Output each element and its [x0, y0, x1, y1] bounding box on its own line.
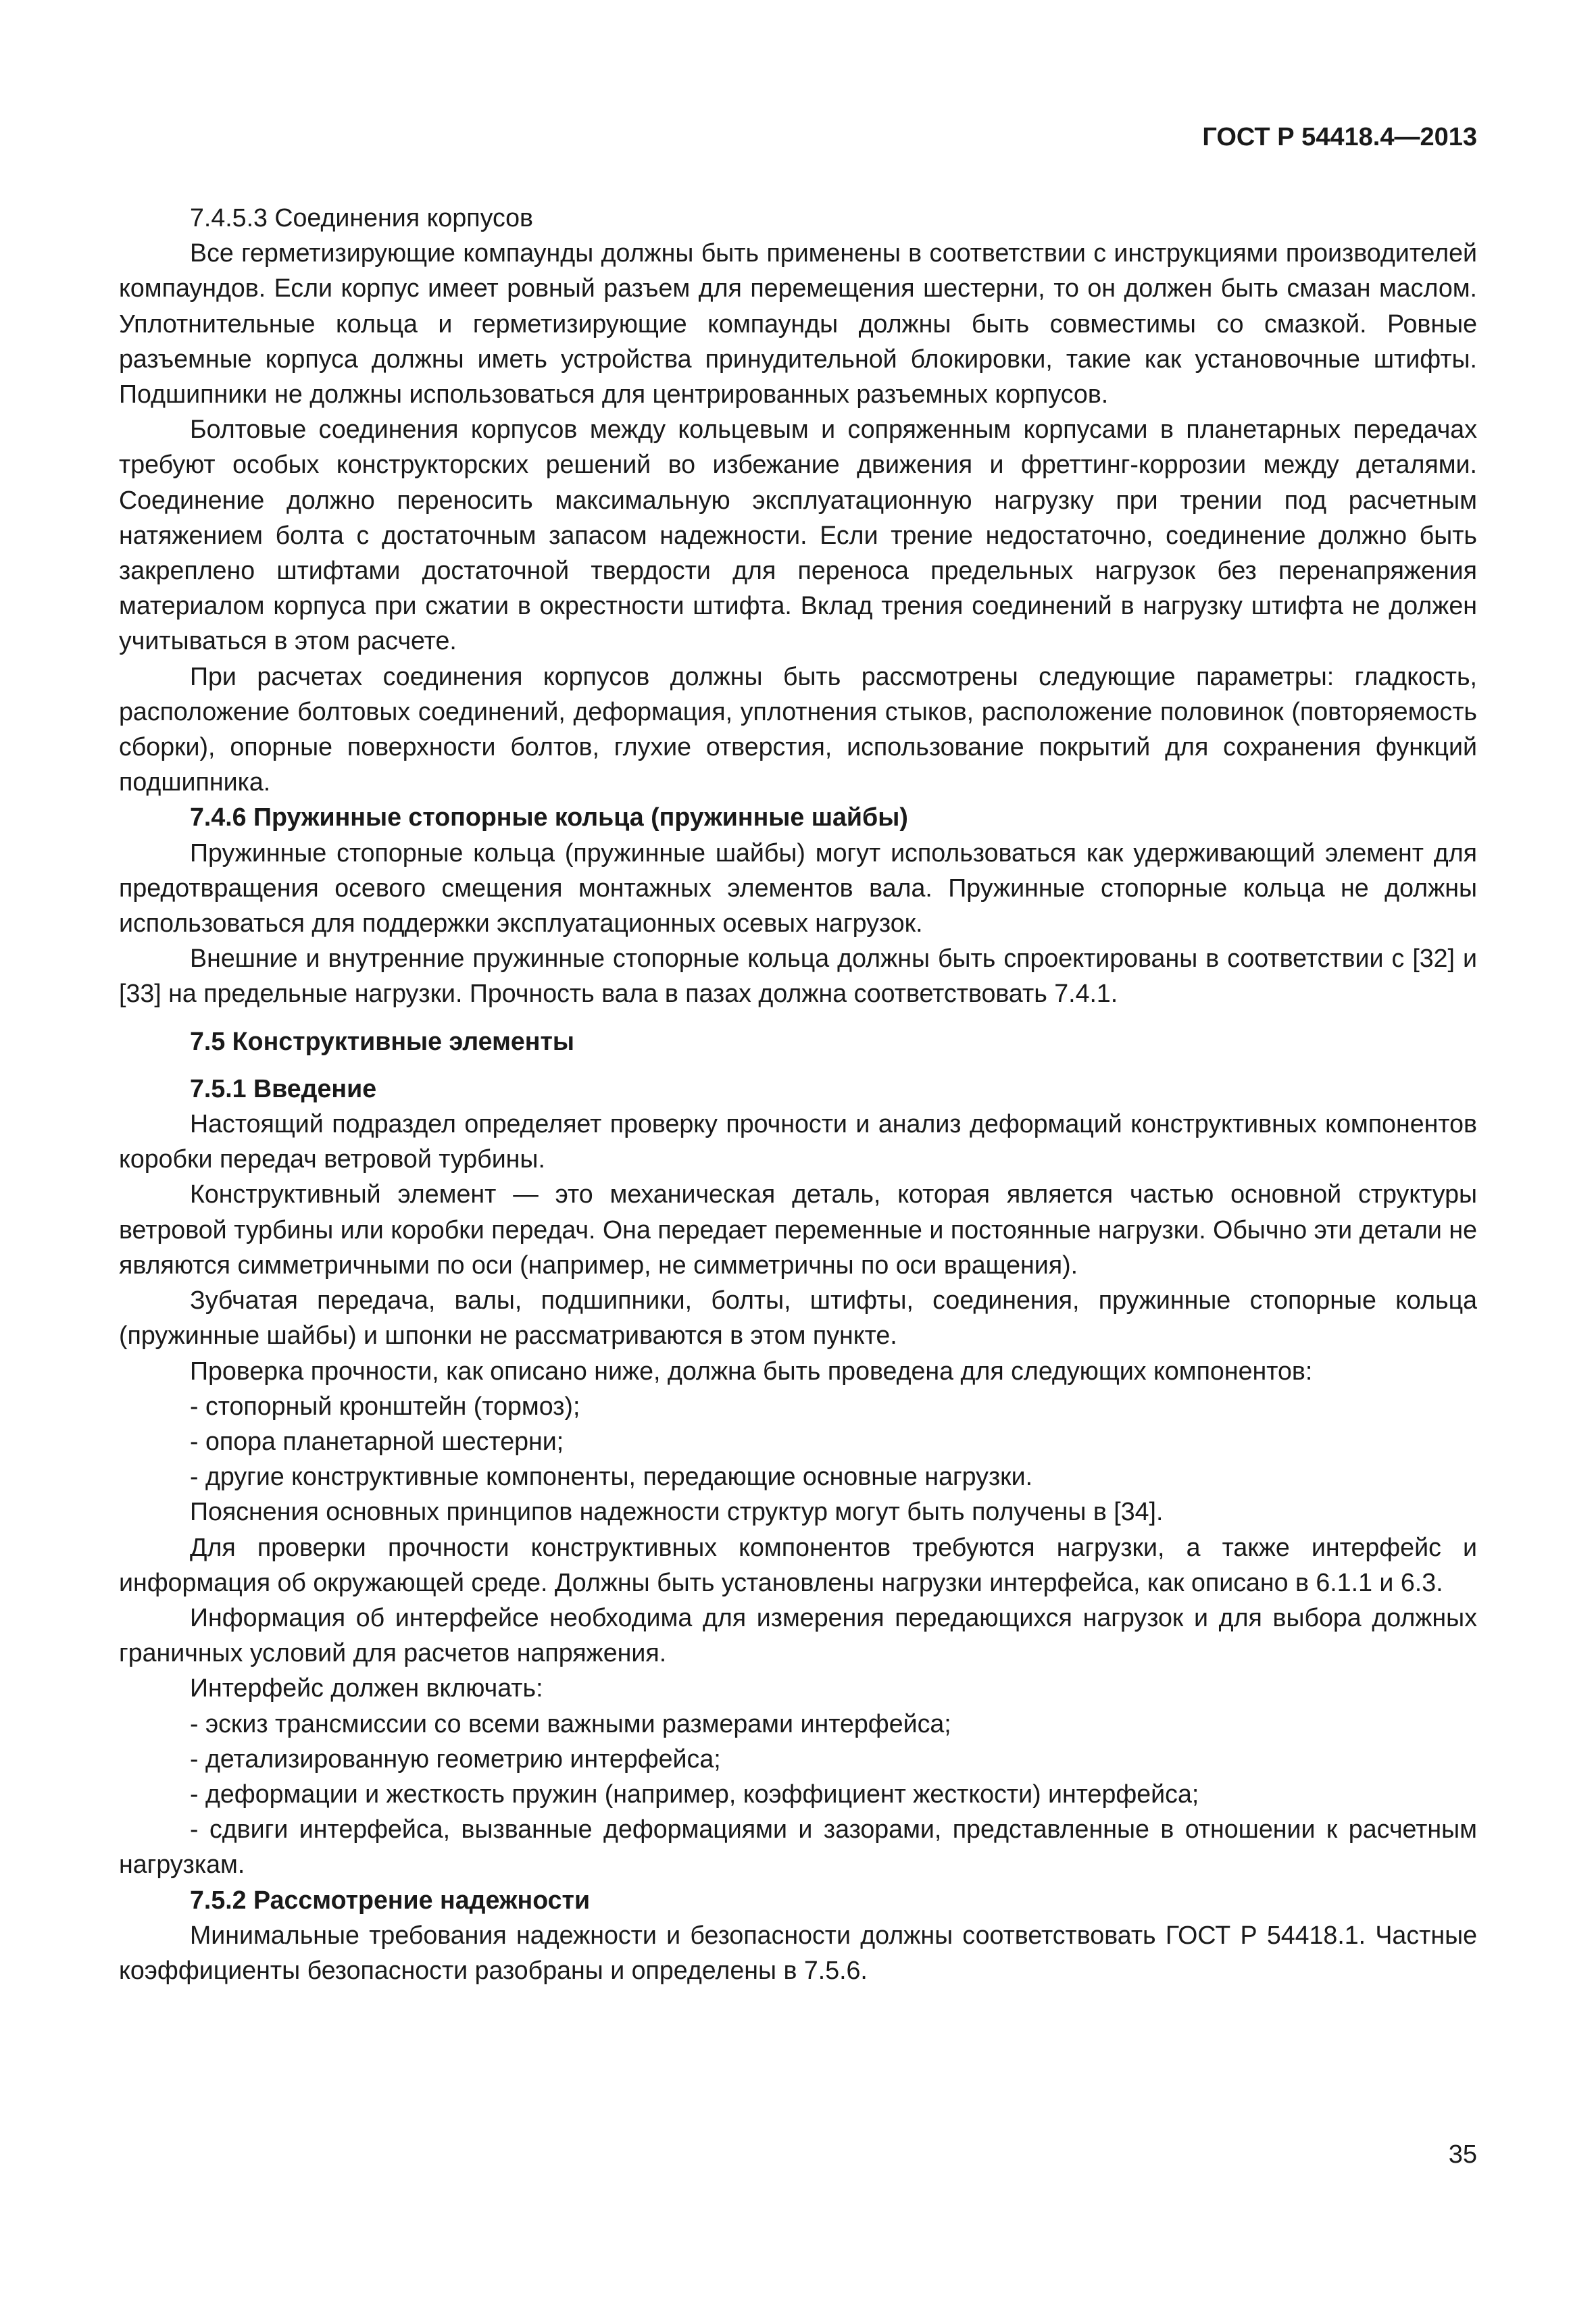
paragraph: Внешние и внутренние пружинные стопорные кольца должны быть спроектированы в соответствии с [32] и [33] на предельные нагрузки. Прочность вала в пазах должна соответствовать 7.4.1.: [119, 944, 1477, 1008]
paragraph: Настоящий подраздел определяет проверку прочности и анализ деформаций конструктивных компонентов коробки передач ветровой турбины.: [119, 1109, 1477, 1174]
paragraph: Проверка прочности, как описано ниже, должна быть проведена для следующих компонентов:: [190, 1356, 1313, 1385]
paragraph: Для проверки прочности конструктивных компонентов требуются нагрузки, а также интерфейс и информация об окружающей среде. Должны быть установлены нагрузки интерфейса, как описано в 6.1.1 и 6.3.: [119, 1532, 1477, 1596]
list-item: - эскиз трансмиссии со всеми важными размерами интерфейса;: [190, 1709, 951, 1738]
section-heading-746: 7.4.6 Пружинные стопорные кольца (пружинные шайбы): [190, 803, 908, 832]
document-code-header: ГОСТ Р 54418.4—2013: [1202, 123, 1477, 151]
list-item: - другие конструктивные компоненты, передающие основные нагрузки.: [190, 1462, 1033, 1491]
paragraph: Пояснения основных принципов надежности структур могут быть получены в [34].: [190, 1497, 1164, 1526]
list-item: - деформации и жесткость пружин (например, коэффициент жесткости) интерфейса;: [190, 1779, 1199, 1808]
list-item: - опора планетарной шестерни;: [190, 1426, 564, 1455]
document-body: [119, 200, 1477, 1988]
paragraph: Все герметизирующие компаунды должны быть применены в соответствии с инструкциями производителей компаундов. Если корпус имеет ровный разъем для перемещения шестерни, то он должен быть смазан маслом. Уплотнительные кольца и герметизирующие компаунды должны быть совместимы со смазкой. Ровные разъемные корпуса должны иметь устройства принудительной блокировки, такие как установочные штифты. Подшипники не должны использоваться для центрированных разъемных корпусов.: [119, 238, 1477, 409]
page-number: 35: [1448, 2140, 1477, 2169]
section-heading-751: 7.5.1 Введение: [190, 1074, 377, 1103]
subsection-title-7453: 7.4.5.3 Соединения корпусов: [190, 203, 534, 232]
list-item: - стопорный кронштейн (тормоз);: [190, 1391, 580, 1420]
list-item: - сдвиги интерфейса, вызванные деформациями и зазорами, представленные в отношении к расчетным нагрузкам.: [119, 1815, 1477, 1879]
paragraph: Пружинные стопорные кольца (пружинные шайбы) могут использоваться как удерживающий элемент для предотвращения осевого смещения монтажных элементов вала. Пружинные стопорные кольца не должны использоваться для поддержки эксплуатационных осевых нагрузок.: [119, 838, 1477, 938]
paragraph: При расчетах соединения корпусов должны быть рассмотрены следующие параметры: гладкость, расположение болтовых соединений, деформация, уплотнения стыков, расположение половинок (повторяемость сборки), опорные поверхности болтов, глухие отверстия, использование покрытий для сохранения функций подшипника.: [119, 661, 1477, 797]
section-heading-752: 7.5.2 Рассмотрение надежности: [190, 1885, 591, 1914]
paragraph: Минимальные требования надежности и безопасности должны соответствовать ГОСТ Р 54418.1. Частные коэффициенты безопасности разобраны и определены в 7.5.6.: [119, 1920, 1477, 1984]
paragraph: Зубчатая передача, валы, подшипники, болты, штифты, соединения, пружинные стопорные кольца (пружинные шайбы) и шпонки не рассматриваются в этом пункте.: [119, 1286, 1477, 1350]
list-item: - детализированную геометрию интерфейса;: [190, 1744, 721, 1773]
paragraph: Интерфейс должен включать:: [190, 1674, 543, 1703]
section-heading-75: 7.5 Конструктивные элементы: [190, 1026, 574, 1055]
paragraph: Информация об интерфейсе необходима для измерения передающихся нагрузок и для выбора должных граничных условий для расчетов напряжения.: [119, 1603, 1477, 1667]
paragraph: Болтовые соединения корпусов между кольцевым и сопряженным корпусами в планетарных передачах требуют особых конструкторских решений во избежание движения и фреттинг-коррозии между деталями. Соединение должно переносить максимальную эксплуатационную нагрузку при трении под расчетным натяжением болта с достаточным запасом надежности. Если трение недостаточно, соединение должно быть закреплено штифтами достаточной твердости для переноса предельных нагрузок без перенапряжения материалом корпуса при сжатии в окрестности штифта. Вклад трения соединений в нагрузку штифта не должен учитываться в этом расчете.: [119, 415, 1477, 655]
paragraph: Конструктивный элемент — это механическая деталь, которая является частью основной структуры ветровой турбины или коробки передач. Она передает переменные и постоянные нагрузки. Обычно эти детали не являются симметричными по оси (например, не симметричны по оси вращения).: [119, 1180, 1477, 1279]
